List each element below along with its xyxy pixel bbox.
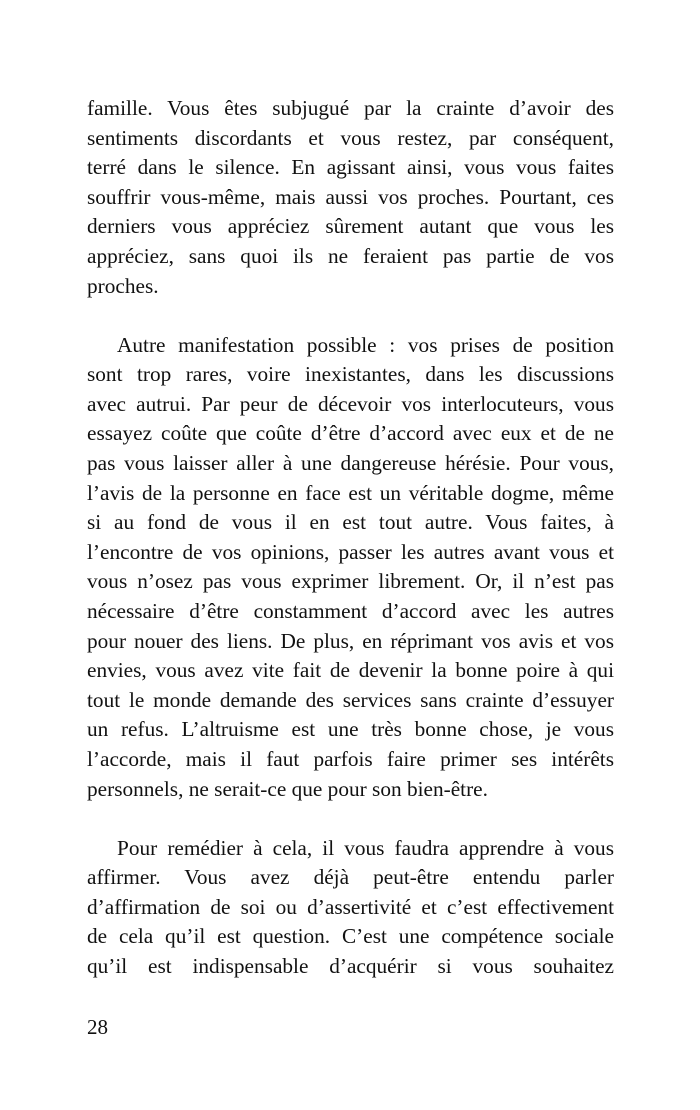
text-line: appréciez, sans quoi ils ne feraient pas partie de vos bbox=[87, 243, 614, 268]
text-line: essayez coûte que coûte d’être d’accord avec eux et de ne bbox=[87, 421, 614, 446]
text-line: de cela qu’il est question. C’est une compétence sociale bbox=[87, 924, 614, 949]
text-line: sentiments discordants et vous restez, par conséquent, bbox=[87, 125, 614, 150]
text-line: souffrir vous-même, mais aussi vos proches. Pourtant, ces bbox=[87, 184, 614, 209]
text-line: pour nouer des liens. De plus, en réprimant vos avis et vos bbox=[87, 628, 614, 653]
text-line: Autre manifestation possible : vos prises de position bbox=[117, 332, 614, 357]
text-line: envies, vous avez vite fait de devenir la bonne poire à qui bbox=[87, 658, 614, 683]
text-line: qu’il est indispensable d’acquérir si vous souhaitez bbox=[87, 954, 614, 979]
paragraph-1 bbox=[87, 94, 614, 301]
text-line: d’affirmation de soi ou d’assertivité et c’est effectivement bbox=[87, 894, 614, 919]
text-line: si au fond de vous il en est tout autre. Vous faites, à bbox=[87, 510, 614, 535]
text-line: sont trop rares, voire inexistantes, dans les discussions bbox=[87, 362, 614, 387]
paragraph-2 bbox=[87, 331, 614, 805]
paragraph-3 bbox=[87, 834, 614, 982]
text-line: terré dans le silence. En agissant ainsi, vous vous faites bbox=[87, 155, 614, 180]
page-body bbox=[87, 94, 614, 1011]
page-number: 28 bbox=[87, 1015, 108, 1039]
text-line: l’accorde, mais il faut parfois faire primer ses intérêts bbox=[87, 746, 614, 771]
text-line: famille. Vous êtes subjugué par la crainte d’avoir des bbox=[87, 96, 614, 120]
text-line: vous n’osez pas vous exprimer librement. Or, il n’est pas bbox=[87, 569, 614, 594]
text-line: Pour remédier à cela, il vous faudra apprendre à vous bbox=[117, 835, 614, 860]
text-line: un refus. L’altruisme est une très bonne chose, je vous bbox=[87, 717, 614, 742]
text-line: nécessaire d’être constamment d’accord avec les autres bbox=[87, 599, 614, 623]
text-line: derniers vous appréciez sûrement autant que vous les bbox=[87, 214, 614, 239]
text-line: l’encontre de vos opinions, passer les autres avant vous et bbox=[87, 539, 614, 564]
text-line: tout le monde demande des services sans crainte d’essuyer bbox=[87, 687, 614, 712]
text-line: personnels, ne serait-ce que pour son bien-être. bbox=[87, 776, 488, 801]
text-line: affirmer. Vous avez déjà peut-être entendu parler bbox=[87, 865, 614, 890]
text-line: pas vous laisser aller à une dangereuse hérésie. Pour vous, bbox=[87, 451, 614, 476]
text-line: l’avis de la personne en face est un véritable dogme, même bbox=[87, 480, 614, 505]
text-line: avec autrui. Par peur de décevoir vos interlocuteurs, vous bbox=[87, 391, 614, 416]
text-line: proches. bbox=[87, 273, 159, 298]
